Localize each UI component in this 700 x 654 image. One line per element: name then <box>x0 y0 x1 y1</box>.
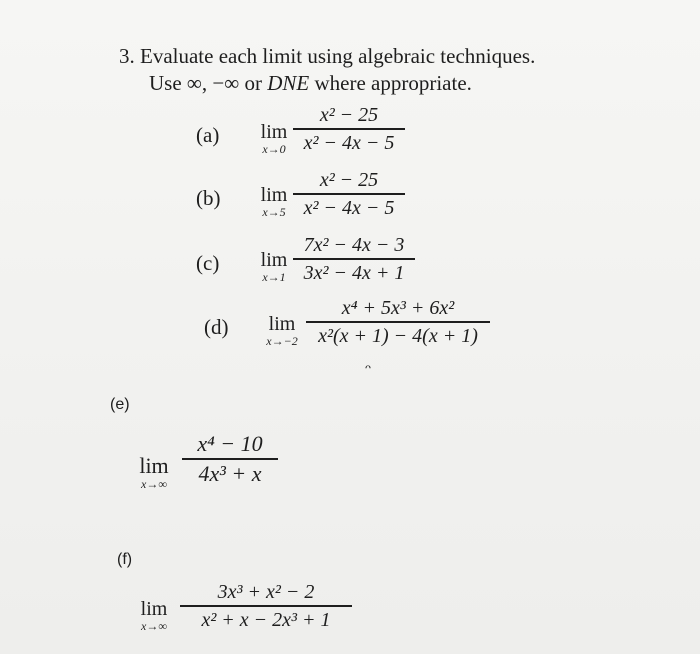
part-d-lim-sub: x→−2 <box>266 334 298 348</box>
part-a-lim-word: lim <box>260 121 288 143</box>
problem-heading-line1 <box>119 43 535 69</box>
stray-mark: ᴖ <box>365 360 371 374</box>
problem-number: 3. <box>119 44 135 68</box>
instruction-or: or <box>239 71 268 95</box>
part-a-fraction <box>293 103 405 155</box>
part-c-fraction <box>293 233 415 285</box>
part-d-lim-word: lim <box>268 313 296 335</box>
instruction-prefix: Use <box>149 71 187 95</box>
part-d-denominator: x²(x + 1) − 4(x + 1) <box>318 324 478 347</box>
part-c-denominator: 3x² − 4x + 1 <box>303 261 405 284</box>
part-c-numerator: 7x² − 4x − 3 <box>303 234 405 256</box>
part-e-lim-word: lim <box>139 453 169 478</box>
problem-instruction: Evaluate each limit using algebraic techniques. <box>140 44 536 68</box>
part-f-lim-word: lim <box>140 598 168 620</box>
part-b-denominator: x² − 4x − 5 <box>303 196 395 219</box>
part-e-lim-sub: x→∞ <box>141 477 167 491</box>
part-f-denominator: x² + x − 2x³ + 1 <box>201 608 331 631</box>
part-c-label: (c) <box>196 251 220 275</box>
part-f-limit <box>127 599 181 633</box>
part-f-lim-sub: x→∞ <box>141 619 167 633</box>
part-a-limit <box>252 122 296 156</box>
part-b-numerator: x² − 25 <box>319 169 379 191</box>
part-d-label: (d) <box>204 315 229 339</box>
part-b-fraction <box>293 168 405 220</box>
part-f-fraction <box>180 580 352 632</box>
part-b-limit <box>252 185 296 219</box>
part-d-limit <box>258 314 306 348</box>
part-b-label: (b) <box>196 186 221 210</box>
part-b-lim-sub: x→5 <box>262 205 286 219</box>
part-d-fraction <box>306 296 490 348</box>
part-a-numerator: x² − 25 <box>319 104 379 126</box>
part-a-lim-sub: x→0 <box>262 142 286 156</box>
part-e-limit <box>127 455 181 491</box>
part-e-numerator: x⁴ − 10 <box>197 431 263 456</box>
instruction-infinity: ∞, −∞ <box>186 71 240 95</box>
part-c-limit <box>252 250 296 284</box>
part-f-numerator: 3x³ + x² − 2 <box>217 581 315 603</box>
part-b-lim-word: lim <box>260 184 288 206</box>
part-e-label: (e) <box>110 396 130 413</box>
problem-heading-line2 <box>149 70 472 96</box>
part-a-denominator: x² − 4x − 5 <box>303 131 395 154</box>
part-c-lim-word: lim <box>260 249 288 271</box>
part-c-lim-sub: x→1 <box>262 270 286 284</box>
part-e-denominator: 4x³ + x <box>198 460 262 486</box>
instruction-dne: DNE <box>267 71 310 95</box>
instruction-suffix: where appropriate. <box>309 71 472 95</box>
part-a-label: (a) <box>196 123 220 147</box>
part-f-label: (f) <box>117 551 133 568</box>
part-d-numerator: x⁴ + 5x³ + 6x² <box>341 297 455 319</box>
part-e-fraction <box>182 431 278 487</box>
